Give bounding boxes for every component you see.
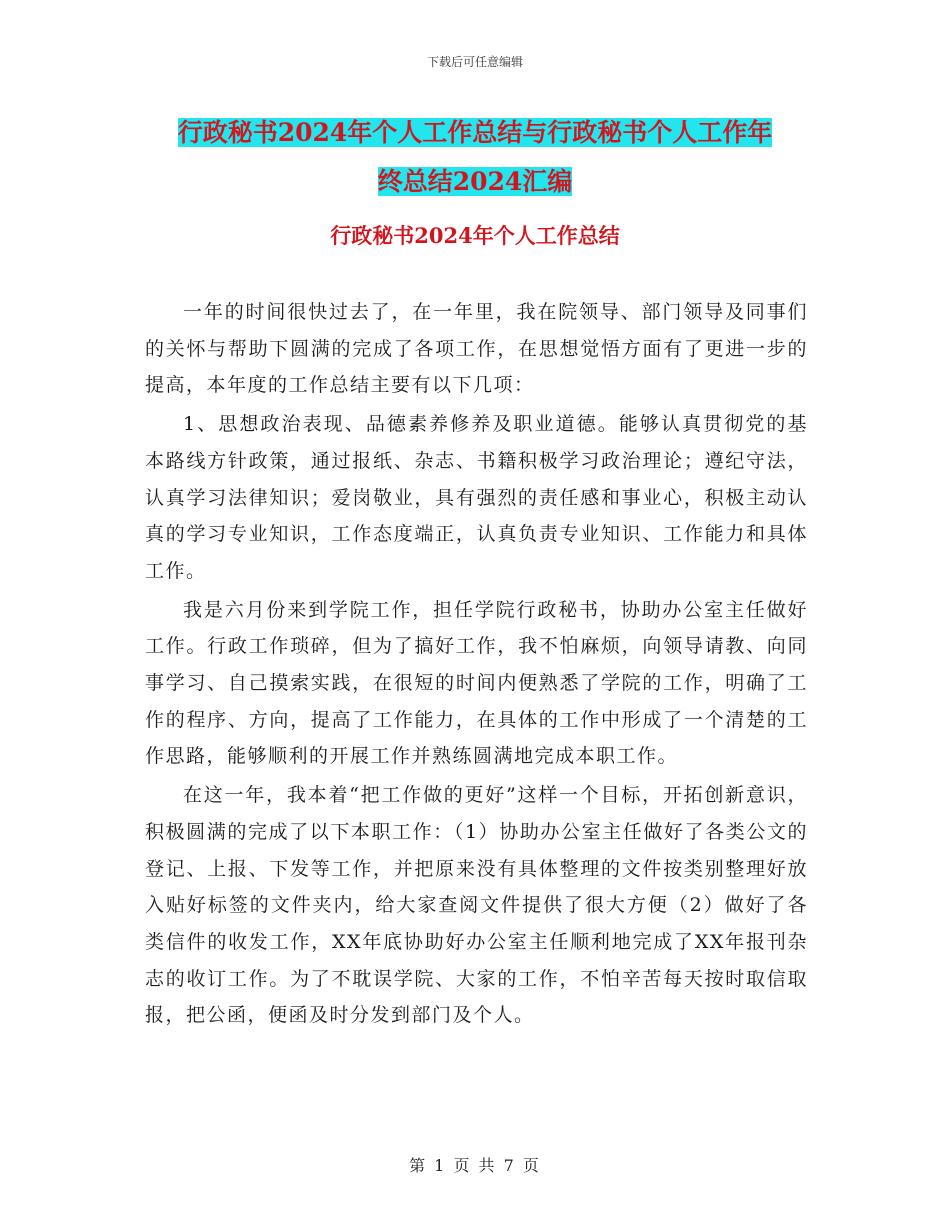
title-line-2: 终总结2024汇编 (377, 167, 573, 196)
header-note: 下载后可任意编辑 (426, 55, 523, 69)
body-text (145, 294, 808, 1036)
page-footer: 第 1 页 共 7 页 (409, 1156, 541, 1175)
document-title (0, 108, 950, 206)
paragraph-3: 我是六月份来到学院工作，担任学院行政秘书，协助办公室主任做好工作。行政工作琐碎，但为了搞好工作，我不怕麻烦，向领导请教、向同事学习、自己摸索实践，在很短的时间内便熟悉了学院的工作，明确了工作的程序、方向，提高了工作能力，在具体的工作中形成了一个清楚的工作思路，能够顺利的开展工作并熟练圆满地完成本职工作。 (145, 598, 808, 768)
paragraph-1: 一年的时间很快过去了，在一年里，我在院领导、部门领导及同事们的关怀与帮助下圆满的完成了各项工作，在思想觉悟方面有了更进一步的提高，本年度的工作总结主要有以下几项： (145, 301, 808, 397)
section-title: 行政秘书2024年个人工作总结 (330, 223, 620, 248)
paragraph-4: 在这一年，我本着“把工作做的更好”这样一个目标，开拓创新意识，积极圆满的完成了以下本职工作：（1）协助办公室主任做好了各类公文的登记、上报、下发等工作，并把原来没有具体整理的文件按类别整理好放入贴好标签的文件夹内，给大家查阅文件提供了很大方便（2）做好了各类信件的收发工作，XX年底协助好办公室主任顺利地完成了XX年报刊杂志的收订工作。为了不耽误学院、大家的工作，不怕辛苦每天按时取信取报，把公函，便函及时分发到部门及个人。 (145, 784, 808, 1027)
paragraph-2: 1、思想政治表现、品德素养修养及职业道德。能够认真贯彻党的基本路线方针政策，通过报纸、杂志、书籍积极学习政治理论；遵纪守法，认真学习法律知识；爱岗敬业，具有强烈的责任感和事业心，积极主动认真的学习专业知识，工作态度端正，认真负责专业知识、工作能力和具体工作。 (145, 413, 808, 582)
title-line-1: 行政秘书2024年个人工作总结与行政秘书个人工作年 (177, 118, 773, 147)
